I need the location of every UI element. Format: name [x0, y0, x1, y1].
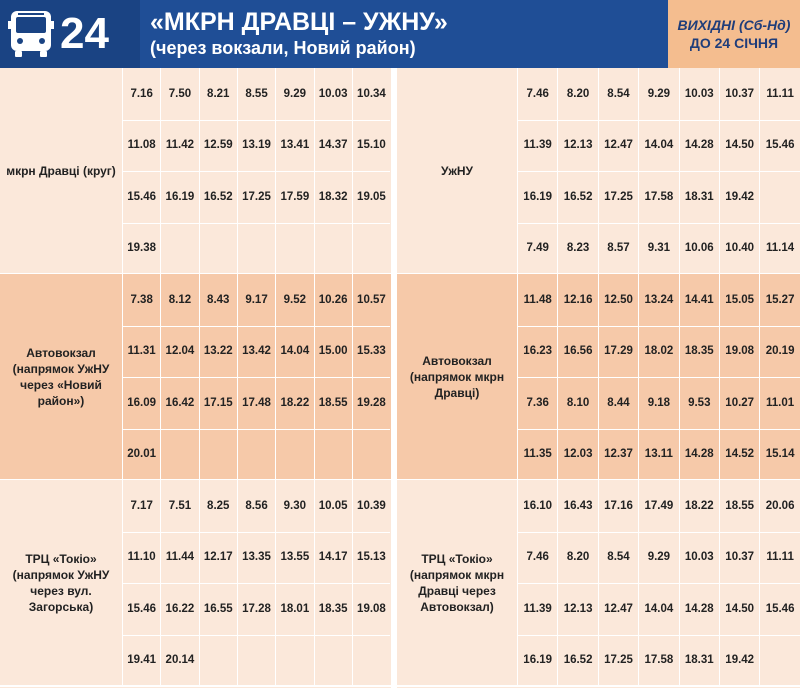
- departure-time: 11.14: [759, 223, 799, 275]
- departure-time: 15.10: [352, 120, 390, 172]
- departure-time: [160, 223, 198, 275]
- departure-time: 17.29: [598, 326, 638, 378]
- departure-time: 12.50: [598, 274, 638, 326]
- departure-time: 11.08: [122, 120, 160, 172]
- departure-time: 8.56: [237, 480, 275, 532]
- departure-time: 13.19: [237, 120, 275, 172]
- departure-time: [237, 429, 275, 481]
- departure-time: 15.46: [759, 583, 799, 635]
- departure-time: 10.26: [314, 274, 352, 326]
- departure-time: [275, 429, 313, 481]
- departure-time: 18.02: [638, 326, 678, 378]
- route-number: 24: [60, 9, 109, 58]
- departure-time: 11.48: [517, 274, 557, 326]
- departure-time: 11.01: [759, 377, 799, 429]
- departure-time: 13.42: [237, 326, 275, 378]
- departure-time: 13.22: [199, 326, 237, 378]
- departure-time: 15.05: [719, 274, 759, 326]
- departure-time: 8.20: [557, 68, 597, 120]
- departure-time: 9.29: [638, 68, 678, 120]
- departure-time: [237, 223, 275, 275]
- departure-time: 20.14: [160, 635, 198, 687]
- departure-time: 17.59: [275, 171, 313, 223]
- column-divider: [391, 68, 397, 688]
- departure-time: 18.31: [679, 635, 719, 687]
- departure-time: 15.14: [759, 429, 799, 481]
- departure-time: 13.11: [638, 429, 678, 481]
- departure-time: 16.22: [160, 583, 198, 635]
- departure-time: 15.00: [314, 326, 352, 378]
- header: [0, 0, 800, 68]
- departure-time: 13.55: [275, 532, 313, 584]
- departure-time: [314, 635, 352, 687]
- schedule-days: ВИХІДНІ (Сб-Нд): [677, 17, 791, 33]
- departure-time: 8.10: [557, 377, 597, 429]
- departure-time: 16.19: [517, 635, 557, 687]
- route-logo: [0, 0, 140, 68]
- departure-time: 16.10: [517, 480, 557, 532]
- departure-time: 14.28: [679, 429, 719, 481]
- departure-time: 16.55: [199, 583, 237, 635]
- departure-time: 7.49: [517, 223, 557, 275]
- departure-time: [199, 429, 237, 481]
- departure-time: 18.32: [314, 171, 352, 223]
- departure-time: 19.42: [719, 635, 759, 687]
- departure-time: 12.59: [199, 120, 237, 172]
- departure-time: 8.20: [557, 532, 597, 584]
- departure-time: 11.11: [759, 68, 799, 120]
- departure-time: [237, 635, 275, 687]
- departure-time: 14.04: [638, 583, 678, 635]
- departure-time: 19.28: [352, 377, 390, 429]
- departure-time: 8.54: [598, 68, 638, 120]
- departure-time: 7.38: [122, 274, 160, 326]
- route-title: «МКРН ДРАВЦІ – УЖНУ»: [150, 8, 448, 36]
- departure-time: 16.09: [122, 377, 160, 429]
- departure-time: 17.25: [598, 635, 638, 687]
- departure-time: 15.33: [352, 326, 390, 378]
- departure-time: 12.37: [598, 429, 638, 481]
- departure-time: 17.58: [638, 171, 678, 223]
- departure-time: 18.35: [314, 583, 352, 635]
- stop-name: УжНУ: [441, 164, 473, 178]
- departure-time: 16.19: [160, 171, 198, 223]
- departure-time: 18.55: [719, 480, 759, 532]
- departure-time: 7.51: [160, 480, 198, 532]
- departure-time: 12.04: [160, 326, 198, 378]
- schedule-type-badge: [668, 0, 800, 68]
- departure-time: 11.44: [160, 532, 198, 584]
- departure-time: 18.01: [275, 583, 313, 635]
- departure-time: [352, 223, 390, 275]
- departure-time: 19.08: [352, 583, 390, 635]
- departure-time: 16.43: [557, 480, 597, 532]
- departure-time: 18.22: [679, 480, 719, 532]
- departure-time: 14.28: [679, 583, 719, 635]
- departure-time: 13.24: [638, 274, 678, 326]
- departure-time: 10.03: [314, 68, 352, 120]
- departure-time: 18.35: [679, 326, 719, 378]
- departure-time: 8.43: [199, 274, 237, 326]
- route-subtitle: (через вокзали, Новий район): [150, 38, 416, 58]
- departure-time: 10.05: [314, 480, 352, 532]
- departure-time: 10.39: [352, 480, 390, 532]
- departure-time: 10.37: [719, 532, 759, 584]
- departure-time: [352, 429, 390, 481]
- departure-time: 18.55: [314, 377, 352, 429]
- departure-time: 18.31: [679, 171, 719, 223]
- departure-time: 10.37: [719, 68, 759, 120]
- departure-time: [314, 429, 352, 481]
- departure-time: 9.53: [679, 377, 719, 429]
- departure-time: 17.58: [638, 635, 678, 687]
- departure-time: 11.39: [517, 120, 557, 172]
- departure-time: 12.17: [199, 532, 237, 584]
- departure-time: 17.16: [598, 480, 638, 532]
- departure-time: 18.22: [275, 377, 313, 429]
- departure-time: [352, 635, 390, 687]
- departure-time: 14.50: [719, 120, 759, 172]
- departure-time: [199, 635, 237, 687]
- departure-time: 8.44: [598, 377, 638, 429]
- stop-name: мкрн Дравці (круг): [6, 164, 116, 178]
- departure-time: 20.19: [759, 326, 799, 378]
- departure-time: 10.27: [719, 377, 759, 429]
- departure-time: 12.13: [557, 583, 597, 635]
- departure-time: [275, 223, 313, 275]
- departure-time: 14.37: [314, 120, 352, 172]
- stop-name: Автовокзал (напрямок УжНУ через «Новий район»): [12, 346, 110, 408]
- section-divider: [0, 685, 391, 687]
- departure-time: 19.05: [352, 171, 390, 223]
- departure-time: 15.46: [122, 583, 160, 635]
- departure-time: 14.41: [679, 274, 719, 326]
- departure-time: 12.47: [598, 120, 638, 172]
- departure-time: 11.42: [160, 120, 198, 172]
- departure-time: [759, 635, 799, 687]
- departure-time: 8.12: [160, 274, 198, 326]
- departure-time: 11.39: [517, 583, 557, 635]
- departure-time: 19.08: [719, 326, 759, 378]
- departure-time: 16.42: [160, 377, 198, 429]
- schedule-valid-until: ДО 24 СІЧНЯ: [689, 35, 779, 51]
- departure-time: 10.03: [679, 68, 719, 120]
- departure-time: 7.50: [160, 68, 198, 120]
- departure-time: 11.31: [122, 326, 160, 378]
- departure-time: 7.36: [517, 377, 557, 429]
- departure-time: 16.52: [557, 635, 597, 687]
- departure-time: 15.27: [759, 274, 799, 326]
- departure-time: 9.31: [638, 223, 678, 275]
- departure-time: 15.46: [122, 171, 160, 223]
- departure-time: 10.34: [352, 68, 390, 120]
- departure-time: 15.46: [759, 120, 799, 172]
- departure-time: [160, 429, 198, 481]
- departure-time: 14.17: [314, 532, 352, 584]
- departure-time: 16.52: [199, 171, 237, 223]
- departure-time: 8.25: [199, 480, 237, 532]
- departure-time: 13.35: [237, 532, 275, 584]
- departure-time: 20.01: [122, 429, 160, 481]
- departure-time: 20.06: [759, 480, 799, 532]
- departure-time: 9.29: [638, 532, 678, 584]
- departure-time: 14.28: [679, 120, 719, 172]
- departure-time: [314, 223, 352, 275]
- timetable: [0, 68, 800, 688]
- departure-time: 14.52: [719, 429, 759, 481]
- departure-time: 8.23: [557, 223, 597, 275]
- departure-time: 10.03: [679, 532, 719, 584]
- departure-time: 14.04: [275, 326, 313, 378]
- departure-time: 11.11: [759, 532, 799, 584]
- departure-time: 7.17: [122, 480, 160, 532]
- departure-time: 16.56: [557, 326, 597, 378]
- departure-time: 12.03: [557, 429, 597, 481]
- departure-time: 14.04: [638, 120, 678, 172]
- departure-time: 19.38: [122, 223, 160, 275]
- departure-time: 9.52: [275, 274, 313, 326]
- departure-time: 12.16: [557, 274, 597, 326]
- departure-time: 16.23: [517, 326, 557, 378]
- departure-time: 17.48: [237, 377, 275, 429]
- departure-time: 14.50: [719, 583, 759, 635]
- section-divider: [397, 685, 800, 687]
- stop-name: ТРЦ «Токіо» (напрямок УжНУ через вул. Загорська): [12, 552, 110, 614]
- departure-time: 10.06: [679, 223, 719, 275]
- departure-time: 9.17: [237, 274, 275, 326]
- departure-time: [759, 171, 799, 223]
- departure-time: 8.55: [237, 68, 275, 120]
- departure-time: 11.10: [122, 532, 160, 584]
- departure-time: 17.49: [638, 480, 678, 532]
- bus-icon: [8, 9, 54, 59]
- departure-time: 17.28: [237, 583, 275, 635]
- departure-time: [199, 223, 237, 275]
- departure-time: 9.30: [275, 480, 313, 532]
- departure-time: 15.13: [352, 532, 390, 584]
- departure-time: 17.25: [237, 171, 275, 223]
- departure-time: 12.13: [557, 120, 597, 172]
- departure-time: 19.41: [122, 635, 160, 687]
- departure-time: 8.54: [598, 532, 638, 584]
- departure-time: 9.18: [638, 377, 678, 429]
- departure-time: 12.47: [598, 583, 638, 635]
- stop-name: Автовокзал (напрямок мкрн Дравці): [409, 354, 505, 400]
- departure-time: 16.52: [557, 171, 597, 223]
- departure-time: 9.29: [275, 68, 313, 120]
- departure-time: [275, 635, 313, 687]
- departure-time: 17.15: [199, 377, 237, 429]
- departure-time: 10.57: [352, 274, 390, 326]
- departure-time: 11.35: [517, 429, 557, 481]
- departure-time: 16.19: [517, 171, 557, 223]
- departure-time: 19.42: [719, 171, 759, 223]
- stop-name: ТРЦ «Токіо» (напрямок мкрн Дравці через Автовокзал): [409, 552, 505, 614]
- departure-time: 7.46: [517, 68, 557, 120]
- departure-time: 10.40: [719, 223, 759, 275]
- departure-time: 13.41: [275, 120, 313, 172]
- departure-time: 17.25: [598, 171, 638, 223]
- departure-time: 7.16: [122, 68, 160, 120]
- departure-time: 8.57: [598, 223, 638, 275]
- departure-time: 7.46: [517, 532, 557, 584]
- departure-time: 8.21: [199, 68, 237, 120]
